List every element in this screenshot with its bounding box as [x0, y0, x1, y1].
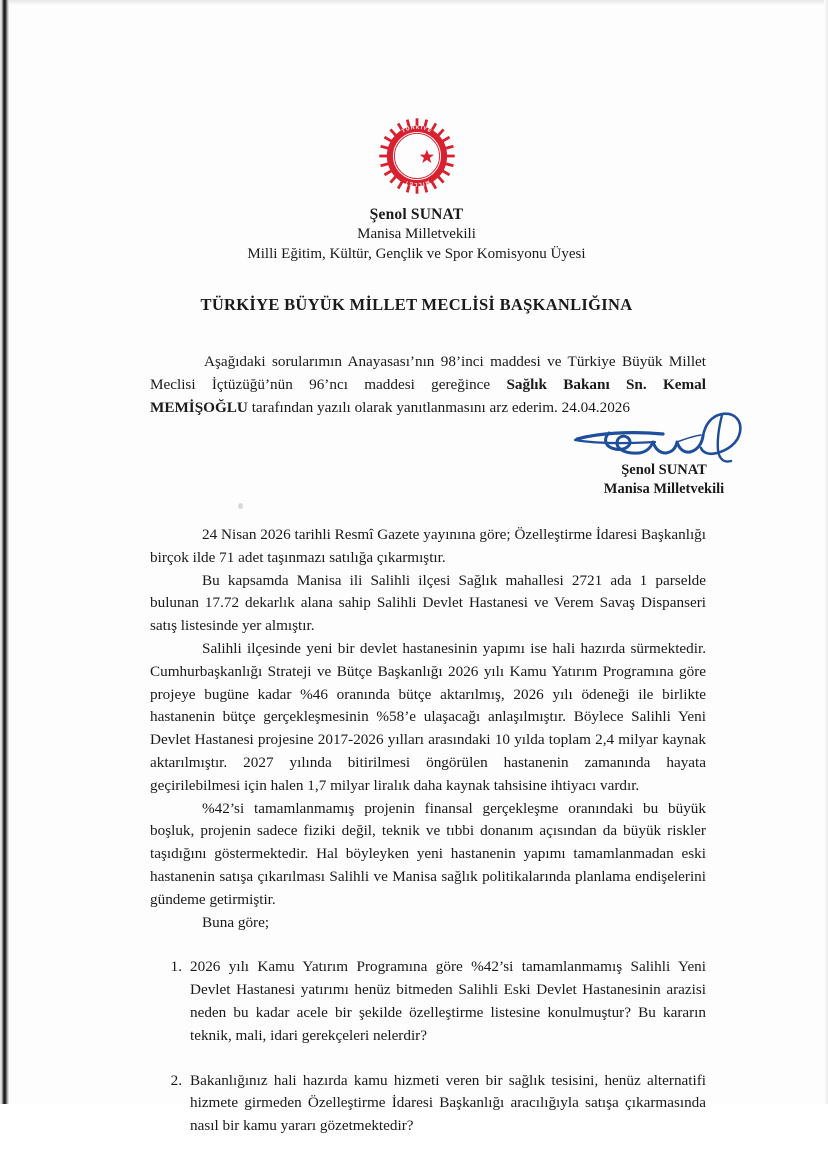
letterhead-commission: Milli Eğitim, Kültür, Gençlik ve Spor Komisyonu Üyesi: [247, 246, 586, 263]
intro-emphasis: Sağlık Bakanı Sn. Kemal MEMİŞOĞLU: [150, 376, 706, 417]
document-body: [150, 524, 706, 1160]
body-paragraph-1: 24 Nisan 2026 tarihli Resmî Gazete yayınına göre; Özelleştirme İdaresi Başkanlığı birçok ilde 71 adet taşınmazı satılığa çıkarmıştır.: [150, 526, 706, 566]
body-paragraph-4: %42’si tamamlanmamış projenin finansal gerçekleşme oranındaki bu büyük boşluk, projenin sadece fiziki değil, teknik ve tıbbi donanım açısından da büyük riskler taşıdığını göstermektedir. Hal böyleyken yeni hastanenin yapımı tamamlanmadan eski hastanenin satışa çıkarılması Salihli ve Manisa sağlık politikalarında planlama endişelerini gündeme getirmiştir.: [150, 799, 706, 908]
letterhead: [9, 205, 824, 265]
signature-block: [539, 409, 789, 499]
svg-text:TÜRKİYE: TÜRKİYE: [400, 124, 433, 135]
signature-role: Manisa Milletvekili: [603, 480, 725, 497]
document-title: TÜRKİYE BÜYÜK MİLLET MECLİSİ BAŞKANLIĞINA: [200, 295, 633, 314]
tbmm-seal-icon: [376, 115, 458, 197]
question-item: 2026 yılı Kamu Yatırım Programına göre %42’si tamamlanmamış Salihli Yeni Devlet Hastanesi yatırımı henüz bitmeden Salihli Eski Devlet Hastanesinin arazisi neden bu kadar acele bir şekilde özelleştirme listesine konulmuştur? Bu kararın teknik, mali, idari gerekçeleri nelerdir?: [190, 958, 706, 1044]
letterhead-name: Şenol SUNAT: [369, 206, 464, 223]
letterhead-role: Manisa Milletvekili: [357, 226, 476, 243]
body-paragraph-3: Salihli ilçesinde yeni bir devlet hastanesinin yapımı ise hali hazırda sürmektedir. Cumhurbaşkanlığı Strateji ve Bütçe Başkanlığı 2026 yılı Kamu Yatırım Programına göre projeye bugüne kadar %46 oranında bütçe aktarılmış, 2026 yılı ödeneği ile birlikte hastanenin bütçe gerçekleşmesinin %58’e ulaşacağı anlaşılmıştır. Böylece Salihli Yeni Devlet Hastanesi projesine 2017-2026 yılları arasındaki 10 yılda toplam 2,4 milyar kaynak aktarılmıştır. 2027 yılında bitirilmesi öngörülen hastanenin zamanında hayata geçirilebilmesi için halen 1,7 milyar liralık daha kaynak tahsisine ihtiyacı vardır.: [150, 639, 706, 794]
document-sheet: [9, 5, 824, 1135]
intro-part1: Aşağıdaki sorularımın Anayasası’nın 98’inci maddesi ve Türkiye Büyük Millet Meclisi İçtüzüğü’nün 96’ncı maddesi gereğince: [150, 353, 706, 394]
svg-text:MİLLET: MİLLET: [403, 178, 430, 188]
lead-in-text: Buna göre;: [202, 913, 270, 931]
intro-part2: tarafından yazılı olarak yanıtlanmasını arz ederim. 24.04.2026: [247, 399, 630, 417]
body-paragraph-2: Bu kapsamda Manisa ili Salihli ilçesi Sağlık mahallesi 2721 ada 1 parselde bulunan 17.72 dekarlık alana sahip Salihli Devlet Hastanesi ve Verem Savaş Dispanseri satış listesinde yer almıştır.: [150, 571, 706, 635]
question-item: Bakanlığınız hali hazırda kamu hizmeti veren bir sağlık tesisini, henüz alternatifi hizmete girmeden Özelleştirme İdaresi Başkanlığı aracılığıyla satışa çıkarmasında nasıl bir kamu yararı gözetmektedir?: [190, 1071, 706, 1135]
questions-list: [150, 956, 706, 1138]
scan-right-edge: [824, 0, 828, 1104]
scan-binding-edge: [0, 0, 9, 1104]
signature-name: Şenol SUNAT: [621, 462, 707, 478]
scan-speck: [238, 503, 243, 509]
handwritten-signature-icon: [559, 409, 769, 467]
emblem-container: [9, 115, 824, 197]
